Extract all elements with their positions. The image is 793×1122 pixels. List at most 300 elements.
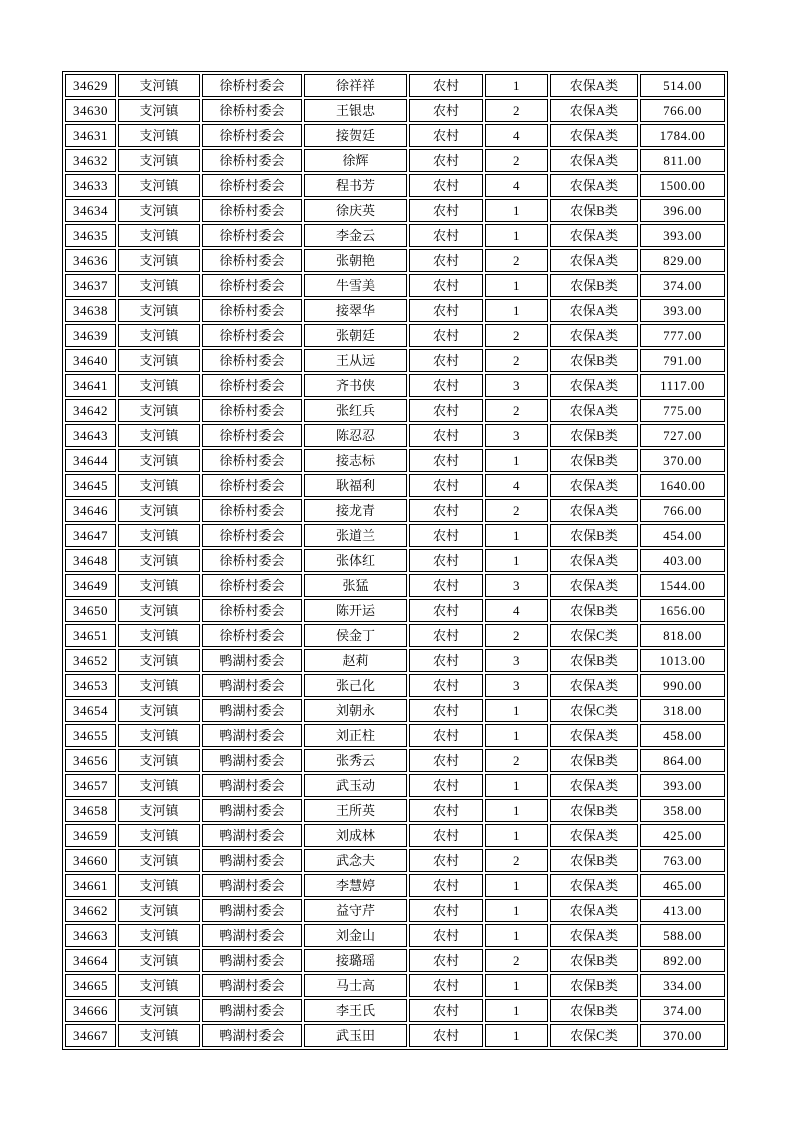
cell-village-committee: 徐桥村委会 [202, 624, 302, 647]
cell-town: 支河镇 [118, 624, 200, 647]
cell-person-name: 武玉田 [304, 1024, 407, 1047]
cell-town: 支河镇 [118, 724, 200, 747]
cell-serial-number: 34666 [65, 999, 116, 1022]
cell-residence-category: 农村 [409, 424, 483, 447]
cell-person-name: 侯金丁 [304, 624, 407, 647]
cell-village-committee: 徐桥村委会 [202, 249, 302, 272]
cell-person-count: 1 [485, 874, 548, 897]
cell-residence-category: 农村 [409, 524, 483, 547]
table-row [65, 399, 725, 422]
cell-serial-number: 34638 [65, 299, 116, 322]
cell-town: 支河镇 [118, 349, 200, 372]
cell-town: 支河镇 [118, 524, 200, 547]
table-row [65, 899, 725, 922]
cell-amount: 1544.00 [640, 574, 725, 597]
table-row [65, 99, 725, 122]
cell-amount: 1640.00 [640, 474, 725, 497]
cell-town: 支河镇 [118, 849, 200, 872]
cell-town: 支河镇 [118, 199, 200, 222]
cell-village-committee: 鸭湖村委会 [202, 799, 302, 822]
cell-person-count: 1 [485, 199, 548, 222]
cell-residence-category: 农村 [409, 974, 483, 997]
cell-village-committee: 鸭湖村委会 [202, 749, 302, 772]
cell-town: 支河镇 [118, 1024, 200, 1047]
cell-person-name: 齐书侠 [304, 374, 407, 397]
cell-person-name: 张道兰 [304, 524, 407, 547]
cell-town: 支河镇 [118, 799, 200, 822]
cell-village-committee: 鸭湖村委会 [202, 824, 302, 847]
cell-village-committee: 徐桥村委会 [202, 174, 302, 197]
cell-town: 支河镇 [118, 124, 200, 147]
cell-serial-number: 34644 [65, 449, 116, 472]
cell-person-count: 1 [485, 824, 548, 847]
cell-insurance-class: 农保B类 [550, 849, 638, 872]
cell-person-name: 赵莉 [304, 649, 407, 672]
cell-person-count: 2 [485, 624, 548, 647]
cell-person-count: 4 [485, 124, 548, 147]
cell-person-count: 2 [485, 749, 548, 772]
cell-person-count: 1 [485, 549, 548, 572]
cell-serial-number: 34649 [65, 574, 116, 597]
cell-town: 支河镇 [118, 974, 200, 997]
cell-insurance-class: 农保A类 [550, 99, 638, 122]
cell-residence-category: 农村 [409, 549, 483, 572]
cell-serial-number: 34667 [65, 1024, 116, 1047]
cell-village-committee: 鸭湖村委会 [202, 724, 302, 747]
cell-village-committee: 鸭湖村委会 [202, 699, 302, 722]
cell-serial-number: 34636 [65, 249, 116, 272]
cell-serial-number: 34657 [65, 774, 116, 797]
table-row [65, 824, 725, 847]
cell-person-count: 1 [485, 74, 548, 97]
cell-residence-category: 农村 [409, 274, 483, 297]
table-row [65, 924, 725, 947]
cell-amount: 829.00 [640, 249, 725, 272]
table-row [65, 374, 725, 397]
cell-serial-number: 34643 [65, 424, 116, 447]
cell-town: 支河镇 [118, 149, 200, 172]
cell-village-committee: 鸭湖村委会 [202, 899, 302, 922]
cell-amount: 374.00 [640, 274, 725, 297]
cell-person-count: 1 [485, 449, 548, 472]
cell-amount: 990.00 [640, 674, 725, 697]
cell-amount: 763.00 [640, 849, 725, 872]
cell-insurance-class: 农保A类 [550, 499, 638, 522]
cell-insurance-class: 农保A类 [550, 549, 638, 572]
cell-insurance-class: 农保B类 [550, 799, 638, 822]
cell-residence-category: 农村 [409, 624, 483, 647]
cell-residence-category: 农村 [409, 449, 483, 472]
cell-serial-number: 34648 [65, 549, 116, 572]
cell-person-count: 2 [485, 149, 548, 172]
cell-person-count: 2 [485, 324, 548, 347]
cell-serial-number: 34650 [65, 599, 116, 622]
cell-residence-category: 农村 [409, 774, 483, 797]
cell-serial-number: 34664 [65, 949, 116, 972]
cell-village-committee: 徐桥村委会 [202, 324, 302, 347]
cell-village-committee: 鸭湖村委会 [202, 674, 302, 697]
cell-amount: 1013.00 [640, 649, 725, 672]
cell-town: 支河镇 [118, 299, 200, 322]
cell-person-name: 刘正柱 [304, 724, 407, 747]
cell-insurance-class: 农保B类 [550, 524, 638, 547]
cell-person-name: 刘成林 [304, 824, 407, 847]
cell-amount: 775.00 [640, 399, 725, 422]
table-row [65, 599, 725, 622]
table-row [65, 149, 725, 172]
cell-serial-number: 34634 [65, 199, 116, 222]
cell-person-count: 2 [485, 399, 548, 422]
cell-insurance-class: 农保B类 [550, 749, 638, 772]
cell-town: 支河镇 [118, 674, 200, 697]
cell-village-committee: 徐桥村委会 [202, 399, 302, 422]
cell-person-count: 1 [485, 724, 548, 747]
cell-person-name: 程书芳 [304, 174, 407, 197]
cell-amount: 454.00 [640, 524, 725, 547]
cell-village-committee: 鸭湖村委会 [202, 649, 302, 672]
table-row [65, 774, 725, 797]
cell-person-count: 2 [485, 949, 548, 972]
table-row [65, 124, 725, 147]
cell-town: 支河镇 [118, 249, 200, 272]
cell-serial-number: 34662 [65, 899, 116, 922]
cell-insurance-class: 农保B类 [550, 999, 638, 1022]
cell-insurance-class: 农保A类 [550, 899, 638, 922]
cell-village-committee: 徐桥村委会 [202, 374, 302, 397]
cell-amount: 425.00 [640, 824, 725, 847]
cell-residence-category: 农村 [409, 799, 483, 822]
table-row [65, 999, 725, 1022]
cell-amount: 393.00 [640, 224, 725, 247]
cell-serial-number: 34654 [65, 699, 116, 722]
cell-town: 支河镇 [118, 224, 200, 247]
cell-person-name: 张己化 [304, 674, 407, 697]
cell-amount: 1784.00 [640, 124, 725, 147]
cell-residence-category: 农村 [409, 649, 483, 672]
cell-serial-number: 34652 [65, 649, 116, 672]
cell-serial-number: 34663 [65, 924, 116, 947]
cell-amount: 465.00 [640, 874, 725, 897]
cell-amount: 777.00 [640, 324, 725, 347]
table-row [65, 299, 725, 322]
table-row [65, 199, 725, 222]
cell-village-committee: 鸭湖村委会 [202, 974, 302, 997]
cell-amount: 370.00 [640, 1024, 725, 1047]
cell-residence-category: 农村 [409, 399, 483, 422]
cell-insurance-class: 农保B类 [550, 274, 638, 297]
cell-serial-number: 34637 [65, 274, 116, 297]
cell-amount: 393.00 [640, 774, 725, 797]
cell-serial-number: 34641 [65, 374, 116, 397]
cell-insurance-class: 农保A类 [550, 174, 638, 197]
cell-person-count: 2 [485, 499, 548, 522]
table-row [65, 474, 725, 497]
cell-town: 支河镇 [118, 999, 200, 1022]
cell-residence-category: 农村 [409, 99, 483, 122]
cell-village-committee: 徐桥村委会 [202, 474, 302, 497]
cell-town: 支河镇 [118, 949, 200, 972]
cell-person-count: 1 [485, 224, 548, 247]
cell-town: 支河镇 [118, 174, 200, 197]
cell-person-count: 1 [485, 274, 548, 297]
cell-serial-number: 34632 [65, 149, 116, 172]
cell-person-count: 1 [485, 799, 548, 822]
cell-insurance-class: 农保A类 [550, 324, 638, 347]
cell-town: 支河镇 [118, 824, 200, 847]
cell-insurance-class: 农保B类 [550, 349, 638, 372]
table-row [65, 649, 725, 672]
cell-person-name: 徐辉 [304, 149, 407, 172]
cell-amount: 403.00 [640, 549, 725, 572]
cell-residence-category: 农村 [409, 1024, 483, 1047]
cell-serial-number: 34646 [65, 499, 116, 522]
cell-person-name: 牛雪美 [304, 274, 407, 297]
cell-person-name: 李慧婷 [304, 874, 407, 897]
cell-town: 支河镇 [118, 699, 200, 722]
cell-village-committee: 徐桥村委会 [202, 499, 302, 522]
cell-serial-number: 34640 [65, 349, 116, 372]
cell-serial-number: 34661 [65, 874, 116, 897]
table-row [65, 574, 725, 597]
table-row [65, 449, 725, 472]
cell-person-name: 王从远 [304, 349, 407, 372]
cell-residence-category: 农村 [409, 749, 483, 772]
cell-amount: 1656.00 [640, 599, 725, 622]
cell-person-count: 3 [485, 374, 548, 397]
cell-person-name: 刘金山 [304, 924, 407, 947]
cell-village-committee: 鸭湖村委会 [202, 949, 302, 972]
cell-person-name: 张朝廷 [304, 324, 407, 347]
cell-town: 支河镇 [118, 774, 200, 797]
table-row [65, 749, 725, 772]
table-row [65, 224, 725, 247]
cell-town: 支河镇 [118, 599, 200, 622]
table-row [65, 324, 725, 347]
cell-serial-number: 34660 [65, 849, 116, 872]
cell-village-committee: 鸭湖村委会 [202, 1024, 302, 1047]
cell-village-committee: 徐桥村委会 [202, 549, 302, 572]
table-row [65, 974, 725, 997]
cell-town: 支河镇 [118, 899, 200, 922]
cell-person-name: 徐庆英 [304, 199, 407, 222]
cell-town: 支河镇 [118, 399, 200, 422]
cell-insurance-class: 农保C类 [550, 624, 638, 647]
cell-person-count: 3 [485, 424, 548, 447]
cell-person-count: 4 [485, 599, 548, 622]
cell-residence-category: 农村 [409, 824, 483, 847]
cell-amount: 727.00 [640, 424, 725, 447]
cell-insurance-class: 农保B类 [550, 974, 638, 997]
cell-insurance-class: 农保A类 [550, 874, 638, 897]
cell-residence-category: 农村 [409, 199, 483, 222]
cell-person-count: 1 [485, 974, 548, 997]
table-row [65, 724, 725, 747]
table-row [65, 524, 725, 547]
cell-amount: 766.00 [640, 99, 725, 122]
cell-village-committee: 徐桥村委会 [202, 299, 302, 322]
cell-residence-category: 农村 [409, 674, 483, 697]
table-row [65, 624, 725, 647]
cell-insurance-class: 农保B类 [550, 199, 638, 222]
cell-person-count: 1 [485, 699, 548, 722]
records-table-body [65, 74, 725, 1047]
cell-person-name: 张秀云 [304, 749, 407, 772]
cell-town: 支河镇 [118, 449, 200, 472]
cell-residence-category: 农村 [409, 374, 483, 397]
cell-serial-number: 34630 [65, 99, 116, 122]
cell-residence-category: 农村 [409, 224, 483, 247]
cell-serial-number: 34659 [65, 824, 116, 847]
cell-person-name: 李金云 [304, 224, 407, 247]
cell-village-committee: 徐桥村委会 [202, 424, 302, 447]
cell-residence-category: 农村 [409, 724, 483, 747]
cell-residence-category: 农村 [409, 899, 483, 922]
cell-town: 支河镇 [118, 324, 200, 347]
cell-serial-number: 34655 [65, 724, 116, 747]
cell-amount: 811.00 [640, 149, 725, 172]
cell-serial-number: 34658 [65, 799, 116, 822]
cell-amount: 1117.00 [640, 374, 725, 397]
cell-village-committee: 徐桥村委会 [202, 74, 302, 97]
cell-insurance-class: 农保B类 [550, 449, 638, 472]
table-row [65, 549, 725, 572]
cell-insurance-class: 农保B类 [550, 949, 638, 972]
cell-residence-category: 农村 [409, 699, 483, 722]
cell-amount: 458.00 [640, 724, 725, 747]
cell-amount: 318.00 [640, 699, 725, 722]
cell-town: 支河镇 [118, 99, 200, 122]
table-row [65, 874, 725, 897]
cell-person-count: 1 [485, 299, 548, 322]
table-row [65, 949, 725, 972]
cell-amount: 393.00 [640, 299, 725, 322]
cell-person-count: 1 [485, 1024, 548, 1047]
cell-insurance-class: 农保A类 [550, 474, 638, 497]
cell-person-name: 张体红 [304, 549, 407, 572]
cell-person-count: 4 [485, 174, 548, 197]
cell-amount: 514.00 [640, 74, 725, 97]
cell-amount: 358.00 [640, 799, 725, 822]
cell-person-name: 接贺廷 [304, 124, 407, 147]
cell-amount: 413.00 [640, 899, 725, 922]
cell-person-name: 王银忠 [304, 99, 407, 122]
cell-residence-category: 农村 [409, 149, 483, 172]
cell-serial-number: 34635 [65, 224, 116, 247]
cell-insurance-class: 农保A类 [550, 149, 638, 172]
cell-person-name: 徐祥祥 [304, 74, 407, 97]
cell-insurance-class: 农保C类 [550, 1024, 638, 1047]
cell-village-committee: 鸭湖村委会 [202, 999, 302, 1022]
cell-residence-category: 农村 [409, 174, 483, 197]
cell-amount: 334.00 [640, 974, 725, 997]
cell-insurance-class: 农保A类 [550, 224, 638, 247]
cell-person-count: 1 [485, 524, 548, 547]
cell-amount: 818.00 [640, 624, 725, 647]
cell-village-committee: 鸭湖村委会 [202, 774, 302, 797]
cell-town: 支河镇 [118, 874, 200, 897]
cell-residence-category: 农村 [409, 999, 483, 1022]
cell-person-count: 3 [485, 649, 548, 672]
cell-insurance-class: 农保A类 [550, 74, 638, 97]
cell-serial-number: 34629 [65, 74, 116, 97]
table-row [65, 1024, 725, 1047]
cell-town: 支河镇 [118, 499, 200, 522]
cell-amount: 370.00 [640, 449, 725, 472]
cell-person-count: 4 [485, 474, 548, 497]
cell-residence-category: 农村 [409, 74, 483, 97]
cell-town: 支河镇 [118, 924, 200, 947]
cell-person-name: 益守芹 [304, 899, 407, 922]
table-row [65, 699, 725, 722]
cell-residence-category: 农村 [409, 349, 483, 372]
cell-village-committee: 徐桥村委会 [202, 599, 302, 622]
cell-insurance-class: 农保A类 [550, 574, 638, 597]
cell-village-committee: 徐桥村委会 [202, 199, 302, 222]
cell-town: 支河镇 [118, 649, 200, 672]
cell-person-name: 武玉动 [304, 774, 407, 797]
cell-person-name: 张猛 [304, 574, 407, 597]
cell-amount: 588.00 [640, 924, 725, 947]
cell-village-committee: 徐桥村委会 [202, 574, 302, 597]
cell-residence-category: 农村 [409, 474, 483, 497]
cell-village-committee: 徐桥村委会 [202, 149, 302, 172]
cell-residence-category: 农村 [409, 849, 483, 872]
cell-person-name: 陈忍忍 [304, 424, 407, 447]
cell-insurance-class: 农保B类 [550, 599, 638, 622]
cell-person-count: 1 [485, 924, 548, 947]
table-row [65, 424, 725, 447]
cell-person-count: 3 [485, 574, 548, 597]
table-row [65, 849, 725, 872]
cell-amount: 766.00 [640, 499, 725, 522]
cell-insurance-class: 农保A类 [550, 824, 638, 847]
cell-serial-number: 34633 [65, 174, 116, 197]
cell-insurance-class: 农保B类 [550, 649, 638, 672]
cell-town: 支河镇 [118, 549, 200, 572]
cell-serial-number: 34651 [65, 624, 116, 647]
cell-village-committee: 徐桥村委会 [202, 124, 302, 147]
cell-village-committee: 徐桥村委会 [202, 224, 302, 247]
cell-serial-number: 34647 [65, 524, 116, 547]
cell-residence-category: 农村 [409, 574, 483, 597]
cell-insurance-class: 农保A类 [550, 374, 638, 397]
cell-person-name: 接龙青 [304, 499, 407, 522]
table-row [65, 249, 725, 272]
cell-person-count: 1 [485, 774, 548, 797]
cell-village-committee: 徐桥村委会 [202, 99, 302, 122]
cell-residence-category: 农村 [409, 924, 483, 947]
cell-serial-number: 34639 [65, 324, 116, 347]
cell-residence-category: 农村 [409, 499, 483, 522]
cell-person-count: 2 [485, 849, 548, 872]
cell-town: 支河镇 [118, 74, 200, 97]
cell-person-count: 1 [485, 999, 548, 1022]
cell-village-committee: 徐桥村委会 [202, 349, 302, 372]
cell-town: 支河镇 [118, 749, 200, 772]
cell-village-committee: 徐桥村委会 [202, 449, 302, 472]
cell-amount: 864.00 [640, 749, 725, 772]
cell-amount: 396.00 [640, 199, 725, 222]
cell-person-name: 接志标 [304, 449, 407, 472]
cell-person-name: 张朝艳 [304, 249, 407, 272]
table-row [65, 74, 725, 97]
cell-village-committee: 鸭湖村委会 [202, 874, 302, 897]
cell-insurance-class: 农保A类 [550, 924, 638, 947]
cell-insurance-class: 农保B类 [550, 424, 638, 447]
cell-residence-category: 农村 [409, 324, 483, 347]
cell-person-name: 王所英 [304, 799, 407, 822]
cell-serial-number: 34645 [65, 474, 116, 497]
